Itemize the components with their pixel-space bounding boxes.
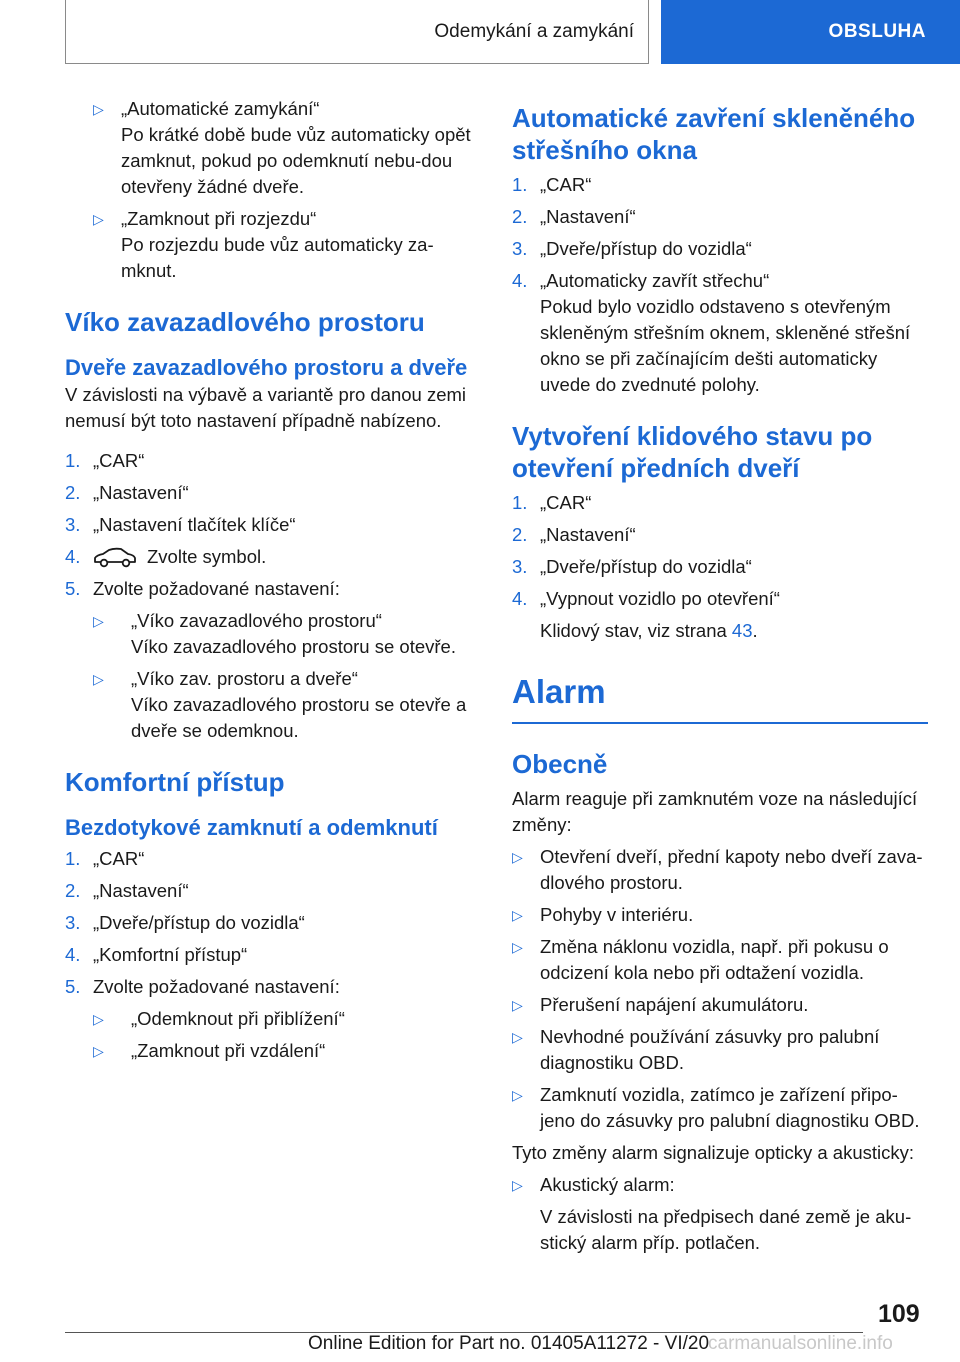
roof-desc: Pokud bylo vozidlo odstaveno s otevřeným skleněným střešním oknem, skleněné střešní okno se při začínajícím dešti automaticky uvede do zvednuté polohy.	[540, 296, 911, 395]
bullet-unlock-approach	[93, 1006, 485, 1032]
bullet-label: „Zamknout při vzdálení“	[131, 1040, 326, 1061]
list-item: 4. „Automaticky zavřít střechu“	[512, 270, 770, 291]
bullet-label: „Zamknout při rozjezdu“	[121, 208, 317, 229]
bullet-triangle-icon: ▷	[512, 849, 523, 865]
bullet-label: „Automatické zamykání“	[121, 98, 320, 119]
list-item: 4. Zvolte symbol.	[65, 544, 485, 570]
list-item: 4. „Komfortní přístup“	[65, 944, 248, 965]
bullet-triangle-icon: ▷	[93, 1043, 104, 1059]
heading-auto-roof: Automatické zavření skleněného střešního okna	[512, 103, 916, 165]
bullet-triangle-icon: ▷	[93, 101, 104, 117]
alarm-intro: Alarm reaguje při zamknutém voze na následující změny:	[512, 788, 918, 835]
page-link[interactable]: 43	[731, 620, 753, 641]
bullet-auto-lock	[93, 96, 485, 122]
list-item: 2. „Nastavení“	[65, 880, 189, 901]
list-item: 2. „Nastavení“	[512, 206, 636, 227]
footer-edition: Online Edition for Part no. 01405A11272 - VI/20	[308, 1333, 710, 1354]
page-number: 109	[878, 1300, 920, 1328]
heading-trunk-doors: Dveře zavazadlového prostoru a dveře	[65, 355, 468, 380]
list-item: ▷ Změna náklonu vozidla, např. při pokusu o odcizení kola nebo při odtažení vozidla.	[512, 936, 889, 983]
heading-comfort-access: Komfortní přístup	[65, 767, 285, 797]
bullet-desc: Víko zavazadlového prostoru se otevře.	[131, 636, 456, 657]
bullet-triangle-icon: ▷	[512, 1029, 523, 1045]
rest-desc: Klidový stav, viz strana 43.	[540, 620, 758, 641]
bullet-triangle-icon: ▷	[93, 613, 104, 629]
list-item: 3. „Nastavení tlačítek klíče“	[65, 514, 296, 535]
list-item: ▷ Přerušení napájení akumulátoru.	[512, 992, 928, 1018]
bullet-triangle-icon: ▷	[93, 1011, 104, 1027]
heading-contactless: Bezdotykové zamknutí a odemknutí	[65, 815, 438, 840]
list-item: ▷ Nevhodné používání zásuvky pro palubní diagnostiku OBD.	[512, 1026, 880, 1073]
list-item: 5. Zvolte požadované nastavení:	[65, 578, 340, 599]
bullet-lock-leave	[93, 1038, 485, 1064]
steps-list-trunk	[65, 448, 485, 602]
trunk-intro-text: V závislosti na výbavě a variantě pro danou zemi nemusí být toto nastavení případně nabízeno.	[65, 384, 467, 431]
acoustic-desc: V závislosti na předpisech dané země je aku-stický alarm příp. potlačen.	[540, 1206, 912, 1253]
footer-watermark: carmanualsonline.info	[708, 1333, 893, 1354]
bullet-triangle-icon: ▷	[512, 1087, 523, 1103]
list-item: ▷ Pohyby v interiéru.	[512, 902, 928, 928]
signal-text: Tyto změny alarm signalizuje opticky a akusticky:	[512, 1142, 915, 1163]
bullet-acoustic: ▷ Akustický alarm:	[512, 1172, 928, 1198]
bullet-label: „Víko zav. prostoru a dveře“	[131, 668, 358, 689]
list-item: 4. „Vypnout vozidlo po otevření“	[512, 588, 780, 609]
list-item: 5. Zvolte požadované nastavení:	[65, 976, 340, 997]
heading-rest-state: Vytvoření klidového stavu po otevření předních dveří	[512, 421, 873, 483]
bullet-triangle-icon: ▷	[93, 211, 104, 227]
bullet-desc: Po krátké době bude vůz automaticky opět zamknut, pokud po odemknutí nebu-dou otevřeny žádné dveře.	[121, 124, 471, 197]
list-item: 1. „CAR“	[65, 450, 145, 471]
list-item: 1. „CAR“	[65, 848, 145, 869]
bullet-trunk-doors	[93, 666, 485, 692]
bullet-triangle-icon: ▷	[512, 907, 523, 923]
list-item: 1. „CAR“	[512, 492, 592, 513]
list-item: ▷ Zamknutí vozidla, zatímco je zařízení připo-jeno do zásuvky pro palubní diagnostiku OBD.	[512, 1084, 920, 1131]
list-item: 1. „CAR“	[512, 174, 592, 195]
bullet-desc: Po rozjezdu bude vůz automaticky za-mknut.	[121, 234, 434, 281]
steps-list-roof	[512, 172, 928, 294]
header-chapter-tab: OBSLUHA	[661, 0, 960, 64]
right-column	[512, 102, 928, 1256]
heading-general: Obecně	[512, 749, 608, 779]
list-item: 3. „Dveře/přístup do vozidla“	[65, 912, 305, 933]
heading-alarm: Alarm	[512, 673, 606, 710]
bullet-trunk-only	[93, 608, 485, 634]
list-item: ▷ Otevření dveří, přední kapoty nebo dveří zava-dlového prostoru.	[512, 846, 923, 893]
list-item: 3. „Dveře/přístup do vozidla“	[512, 238, 752, 259]
list-item: 2. „Nastavení“	[512, 524, 636, 545]
car-outline-icon	[93, 547, 137, 569]
bullet-label: „Víko zavazadlového prostoru“	[131, 610, 382, 631]
bullet-label: „Odemknout při přiblížení“	[131, 1008, 345, 1029]
header-section-title: Odemykání a zamykání	[65, 0, 649, 64]
heading-rule	[512, 722, 928, 724]
bullet-triangle-icon: ▷	[512, 997, 523, 1013]
bullet-lock-drive	[93, 206, 485, 232]
bullet-triangle-icon: ▷	[512, 939, 523, 955]
bullet-desc: Víko zavazadlového prostoru se otevře a dveře se odemknou.	[131, 694, 467, 741]
left-column	[65, 96, 485, 1064]
steps-list-rest	[512, 490, 928, 612]
bullet-triangle-icon: ▷	[512, 1177, 523, 1193]
list-item: 3. „Dveře/přístup do vozidla“	[512, 556, 752, 577]
steps-list-comfort	[65, 846, 485, 1000]
heading-trunk-lid: Víko zavazadlového prostoru	[65, 307, 425, 337]
alarm-list	[512, 844, 928, 1134]
bullet-triangle-icon: ▷	[93, 671, 104, 687]
list-item: 2. „Nastavení“	[65, 482, 189, 503]
